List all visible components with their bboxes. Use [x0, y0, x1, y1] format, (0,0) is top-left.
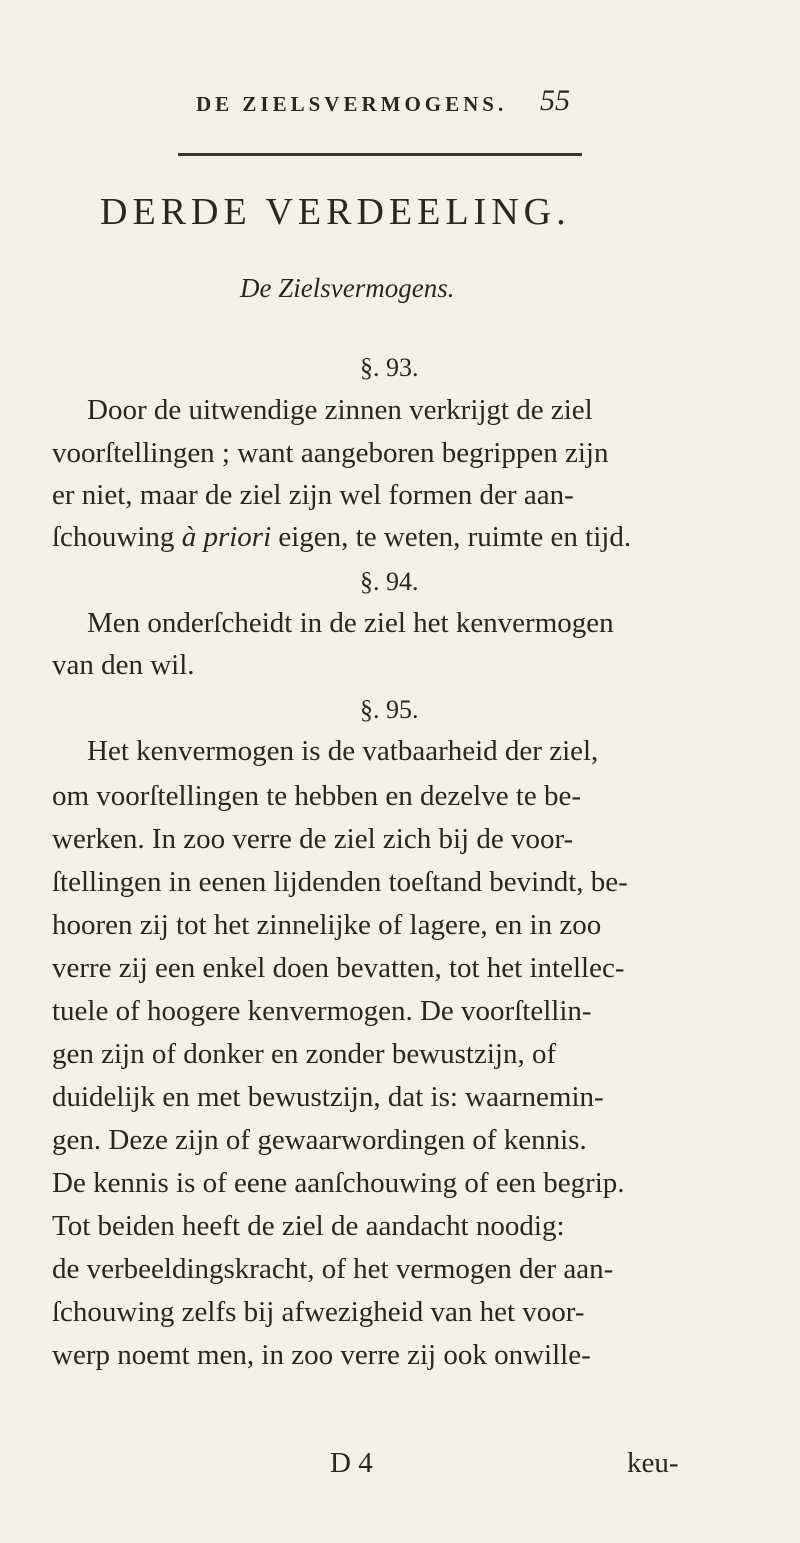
running-head: DE ZIELSVERMOGENS. [196, 92, 508, 116]
catchword: keu- [627, 1447, 679, 1479]
text-line [52, 521, 752, 554]
page-number: 55 [540, 84, 570, 117]
text-line: om voorſtellingen te hebben en dezelve te be- [52, 780, 582, 812]
text-line: tuele of hoogere kenvermogen. De voorſtellin- [52, 995, 592, 1027]
text-line: gen zijn of donker en zonder bewustzijn, of [52, 1038, 557, 1070]
section-title: DERDE VERDEELING. [100, 191, 571, 233]
header-rule [178, 153, 582, 156]
paragraph-number: §. 94. [360, 567, 419, 596]
text-line: hooren zij tot het zinnelijke of lagere, en in zoo [52, 909, 602, 941]
text-line: Het kenvermogen is de vatbaarheid der ziel, [87, 735, 599, 767]
text-line: verre zij een enkel doen bevatten, tot het intellec- [52, 952, 625, 984]
italic-phrase: à priori [181, 521, 272, 553]
paragraph-number: §. 93. [360, 353, 419, 382]
text-line: voorſtellingen ; want aangeboren begrippen zijn [52, 437, 609, 469]
text-line: werken. In zoo verre de ziel zich bij de voor- [52, 823, 574, 855]
text-line: de verbeeldingskracht, of het vermogen der aan- [52, 1253, 614, 1285]
text-line: gen. Deze zijn of gewaarwordingen of kennis. [52, 1124, 587, 1156]
text-line: ſchouwing zelfs bij afwezigheid van het voor- [52, 1296, 585, 1328]
text-segment: eigen, te weten, ruimte en tijd. [271, 521, 632, 553]
text-line: De kennis is of eene aanſchouwing of een begrip. [52, 1167, 625, 1199]
text-segment: ſchouwing [52, 521, 182, 553]
text-line: Men onderſcheidt in de ziel het kenvermogen [87, 607, 614, 639]
signature-mark: D 4 [330, 1447, 373, 1479]
text-line: er niet, maar de ziel zijn wel formen der aan- [52, 479, 574, 511]
section-subtitle: De Zielsvermogens. [240, 273, 455, 303]
text-line: van den wil. [52, 649, 195, 681]
text-line: werp noemt men, in zoo verre zij ook onwille- [52, 1339, 591, 1371]
text-line: duidelijk en met bewustzijn, dat is: waarnemin- [52, 1081, 604, 1113]
text-line: Tot beiden heeft de ziel de aandacht noodig: [52, 1210, 565, 1242]
text-line: Door de uitwendige zinnen verkrijgt de ziel [87, 394, 593, 426]
text-line: ſtellingen in eenen lijdenden toeſtand bevindt, be- [52, 866, 628, 898]
paragraph-number: §. 95. [360, 695, 419, 724]
